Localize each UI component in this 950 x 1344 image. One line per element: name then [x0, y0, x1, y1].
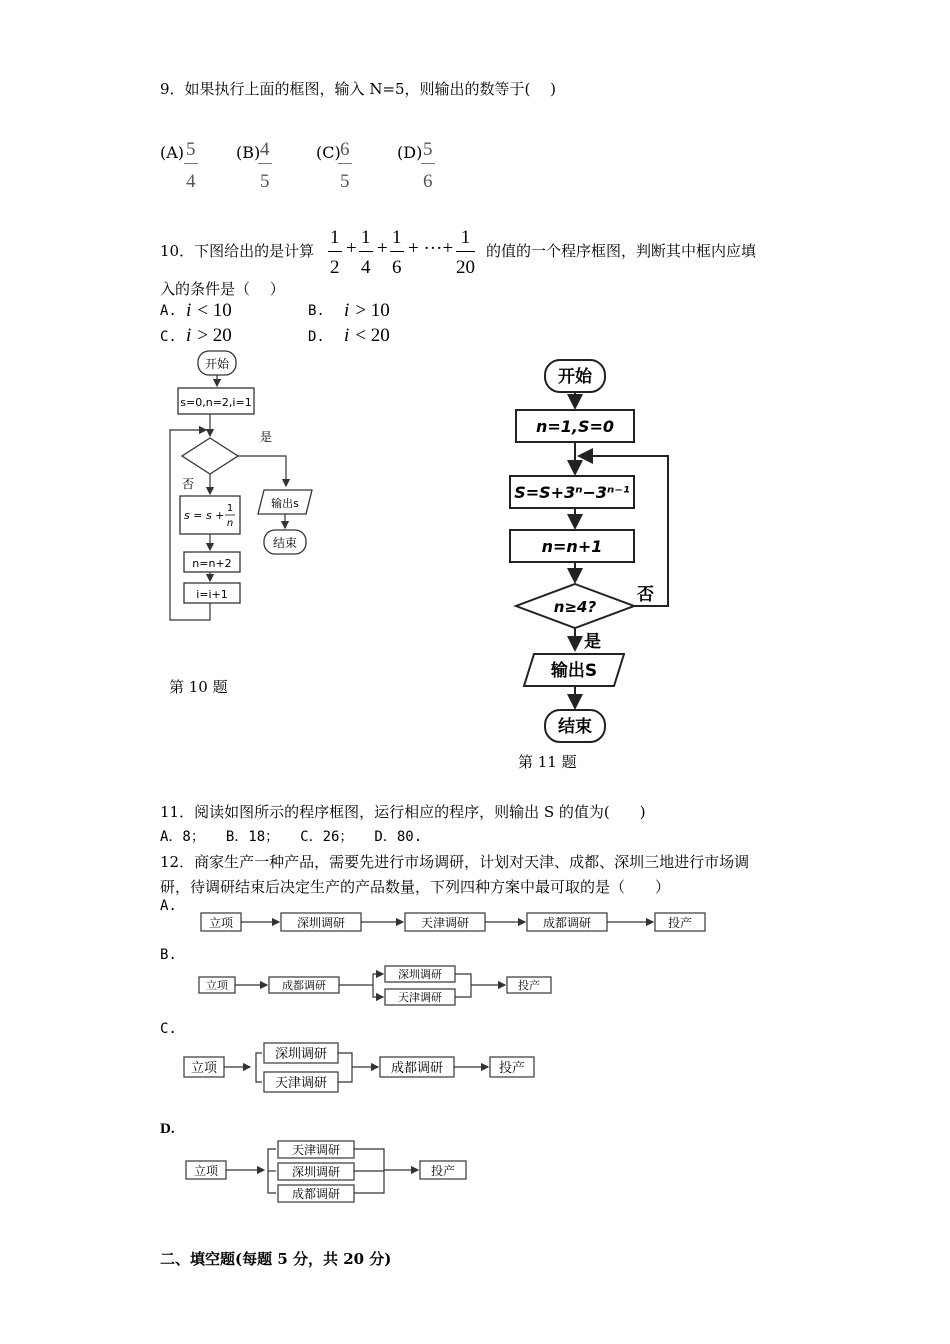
q11-end-text: 结束: [558, 717, 592, 737]
q12-b-chengdu: 成都调研: [282, 979, 326, 992]
q10-assign-num: 1: [226, 503, 234, 514]
q10-caption: 第 10 题: [169, 678, 228, 696]
q9-stem: 9．如果执行上面的框图，输入 N=5，则输出的数等于( ): [160, 80, 557, 98]
q10-term-3: $\frac{1}{6}$: [392, 227, 402, 278]
q9-option-d-fraction: $\frac{5}{6}$: [423, 139, 433, 192]
q10-option-a-label: A.: [160, 303, 177, 319]
q12-d-shenzhen: 深圳调研: [291, 1165, 341, 1179]
q10-option-a: i < 10: [186, 300, 232, 321]
q10-option-d: i < 20: [344, 325, 390, 346]
q12-d-start: 立项: [193, 1164, 219, 1178]
q10-term-last: $\frac{1}{20}$: [456, 227, 475, 278]
q11-condition-text: n≥4?: [553, 598, 597, 616]
q12-option-c-diagram: [180, 1040, 550, 1096]
q10-stem-prefix: 10．下图给出的是计算: [160, 242, 315, 260]
q9-option-b-label: (B): [236, 143, 261, 162]
q12-stem-line1: 12．商家生产一种产品，需要先进行市场调研，计划对天津、成都、深圳三地进行市场调: [160, 853, 750, 871]
q10-option-c-label: C.: [160, 329, 177, 345]
q12-option-c-label: C.: [160, 1021, 177, 1037]
q10-option-c: i > 20: [186, 325, 232, 346]
q12-option-a-diagram: [195, 908, 715, 938]
q10-yes-label: 是: [260, 430, 273, 444]
q12-a-tianjin: 天津调研: [420, 916, 470, 930]
q10-option-b-label: B.: [308, 303, 325, 319]
q12-c-tianjin: 天津调研: [274, 1076, 328, 1091]
q9-option-a-label: (A): [160, 143, 185, 162]
q12-a-produce: 投产: [667, 916, 693, 930]
section-2-heading: 二、填空题(每题 5 分，共 20 分): [160, 1250, 392, 1268]
q12-c-produce: 投产: [498, 1061, 526, 1076]
q12-option-d-label: D.: [160, 1121, 175, 1137]
q10-option-b: i > 10: [344, 300, 390, 321]
q10-assign-text: s = s +: [184, 509, 225, 522]
q10-flowchart: [160, 348, 320, 628]
q10-init-text: s=0,n=2,i=1: [180, 396, 252, 409]
q10-stem-suffix: 的值的一个程序框图，判断其中框内应填: [486, 242, 757, 260]
q12-c-chengdu: 成都调研: [390, 1061, 444, 1076]
q12-a-shenzhen: 深圳调研: [296, 916, 346, 930]
q12-d-tianjin: 天津调研: [291, 1143, 341, 1157]
q9-option-a-fraction: $\frac{5}{4}$: [186, 139, 196, 192]
q12-d-produce: 投产: [430, 1164, 456, 1178]
q12-d-chengdu: 成都调研: [291, 1187, 341, 1201]
q10-term-1: $\frac{1}{2}$: [330, 227, 340, 278]
q12-a-start: 立项: [208, 916, 234, 930]
q10-condition-diamond: [182, 438, 238, 474]
q11-init-text: n=1,S=0: [535, 417, 615, 436]
q12-c-shenzhen: 深圳调研: [274, 1047, 328, 1062]
q10-output-text: 输出s: [271, 497, 299, 510]
q11-increment-text: n=n+1: [541, 537, 603, 556]
q10-n-update-text: n=n+2: [192, 557, 232, 570]
q12-b-shenzhen: 深圳调研: [398, 968, 442, 981]
q10-plus-1: +: [346, 238, 357, 259]
q10-term-2: $\frac{1}{4}$: [361, 227, 371, 278]
q11-caption: 第 11 题: [518, 753, 577, 771]
q12-a-chengdu: 成都调研: [542, 916, 592, 930]
q12-option-a-label: A.: [160, 898, 177, 914]
q11-start-text: 开始: [558, 367, 592, 387]
q11-stem: 11．阅读如图所示的程序框图，运行相应的程序，则输出 S 的值为( ): [160, 803, 646, 821]
q10-plus-dots: + ···+: [408, 238, 454, 259]
q9-option-b-fraction: $\frac{4}{5}$: [260, 139, 270, 192]
q10-no-label: 否: [182, 477, 195, 491]
q11-flowchart: [500, 352, 680, 750]
q11-output-text: 输出S: [550, 661, 598, 681]
q12-option-b-label: B.: [160, 947, 177, 963]
q11-assign-text: S=S+3ⁿ−3ⁿ⁻¹: [514, 483, 630, 502]
q10-plus-2: +: [377, 238, 388, 259]
q10-stem-line2: 入的条件是（ ）: [160, 280, 285, 298]
q11-yes-label: 是: [584, 632, 601, 652]
q9-option-c-label: (C): [316, 143, 341, 162]
q10-assign-den: n: [226, 518, 234, 529]
q11-no-label: 否: [637, 585, 654, 605]
q12-b-produce: 投产: [518, 979, 540, 992]
q10-option-d-label: D.: [308, 329, 325, 345]
q10-i-update-text: i=i+1: [196, 588, 228, 601]
q12-b-start: 立项: [206, 979, 228, 992]
q9-option-c-fraction: $\frac{6}{5}$: [340, 139, 350, 192]
q12-option-d-diagram: [180, 1138, 480, 1204]
q10-start-text: 开始: [204, 357, 230, 371]
q12-option-b-diagram: [195, 963, 565, 1009]
q9-option-d-label: (D): [397, 143, 423, 162]
q11-options: A．8； B．18； C．26； D．80.: [160, 829, 423, 845]
q12-b-tianjin: 天津调研: [398, 991, 442, 1004]
q10-end-text: 结束: [272, 536, 298, 550]
q12-c-start: 立项: [190, 1061, 218, 1076]
q12-stem-line2: 研，待调研结束后决定生产的产品数量，下列四种方案中最可取的是（ ）: [160, 878, 671, 896]
